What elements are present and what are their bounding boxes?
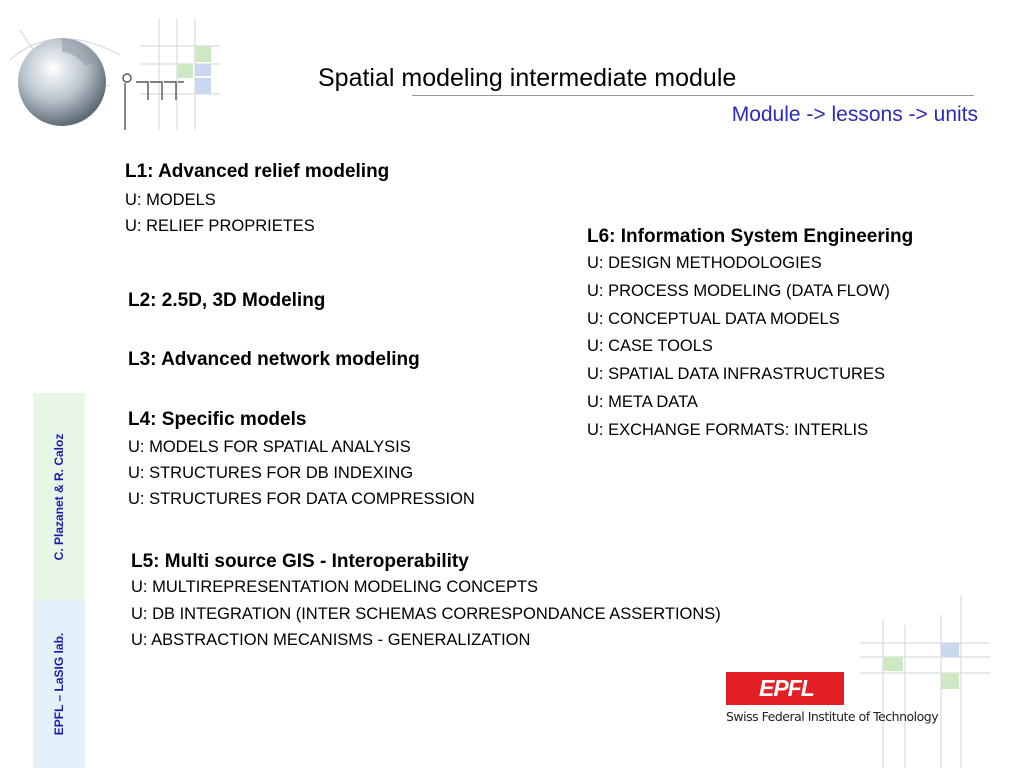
lesson-l6	[587, 226, 913, 445]
lesson-title: L1: Advanced relief modeling	[125, 161, 390, 182]
lesson-l4	[128, 409, 475, 512]
unit-item: U: SPATIAL DATA INFRASTRUCTURES	[587, 365, 885, 384]
decorative-grid-graphic-top	[0, 0, 230, 140]
title-divider	[412, 95, 974, 96]
unit-list	[128, 434, 475, 512]
unit-item: U: EXCHANGE FORMATS: INTERLIS	[587, 420, 869, 439]
epfl-logo	[726, 672, 938, 724]
lesson-l2-title: L2: 2.5D, 3D Modeling	[128, 290, 326, 311]
unit-item: U: ABSTRACTION MECANISMS - GENERALIZATION	[131, 631, 531, 649]
unit-item: U: META DATA	[587, 392, 698, 411]
unit-list	[131, 574, 721, 654]
epfl-logo-tagline: Swiss Federal Institute of Technology	[726, 709, 939, 724]
unit-item: U: DB INTEGRATION (INTER SCHEMAS CORRESPONDANCE ASSERTIONS)	[131, 604, 721, 623]
epfl-logo-mark	[726, 672, 844, 705]
lesson-l3-title: L3: Advanced network modeling	[128, 349, 420, 370]
sidebar-lab: EPFL – LaSIG lab.	[52, 632, 66, 736]
lesson-title: L4: Specific models	[128, 409, 307, 430]
page-title: Spatial modeling intermediate module	[318, 64, 737, 92]
unit-item: U: STRUCTURES FOR DB INDEXING	[128, 464, 414, 482]
sidebar-lab-panel	[33, 600, 85, 768]
sidebar-authors-panel	[33, 393, 85, 600]
unit-item: U: MODELS	[125, 191, 216, 209]
unit-item: U: PROCESS MODELING (DATA FLOW)	[587, 281, 890, 300]
unit-list	[125, 187, 389, 239]
unit-item: U: MODELS FOR SPATIAL ANALYSIS	[128, 438, 411, 456]
unit-item: U: STRUCTURES FOR DATA COMPRESSION	[128, 490, 475, 508]
page-subtitle: Module -> lessons -> units	[731, 103, 978, 126]
unit-item: U: DESIGN METHODOLOGIES	[587, 254, 822, 272]
lesson-title: L5: Multi source GIS - Interoperability	[131, 551, 469, 572]
epfl-logo-mark-text: EPFL	[759, 675, 814, 701]
sidebar-authors: C. Plazanet & R. Caloz	[52, 433, 66, 560]
unit-item: U: MULTIREPRESENTATION MODELING CONCEPTS	[131, 578, 539, 596]
unit-list	[587, 250, 913, 445]
lesson-l1	[125, 161, 389, 239]
unit-item: U: CONCEPTUAL DATA MODELS	[587, 309, 840, 328]
unit-item: U: CASE TOOLS	[587, 337, 713, 356]
lesson-l5	[131, 551, 721, 654]
unit-item: U: RELIEF PROPRIETES	[125, 217, 315, 235]
lesson-title: L6: Information System Engineering	[587, 226, 914, 247]
